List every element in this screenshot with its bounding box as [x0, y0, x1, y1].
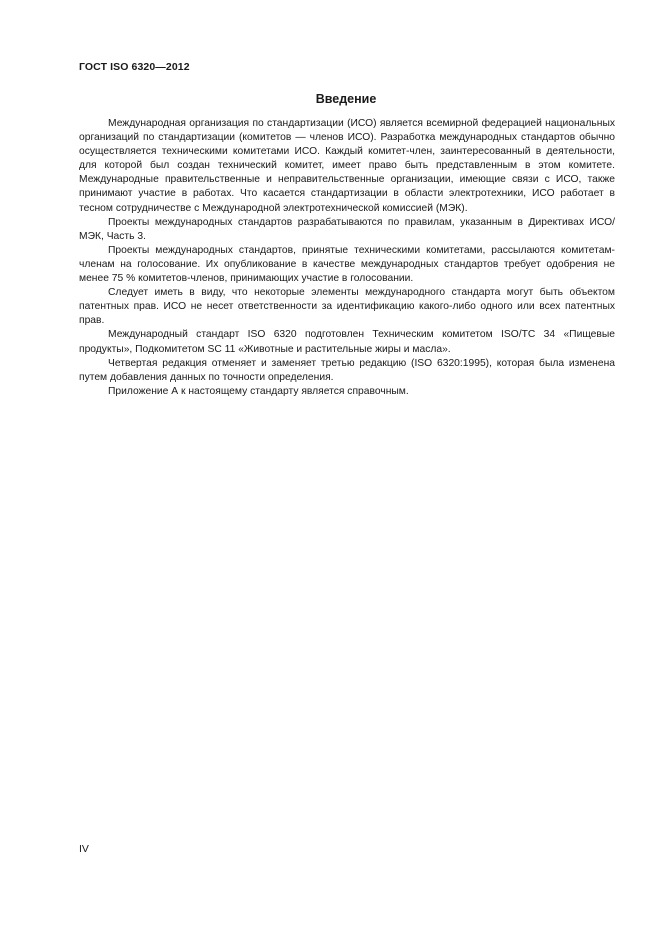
introduction-body [79, 117, 615, 399]
paragraph-committee: Международный стандарт ISO 6320 подготовлен Техническим комитетом ISO/TC 34 «Пищевые продукты», Подкомитетом SC 11 «Животные и растительные жиры и масла». [79, 329, 615, 355]
document-header-code: ГОСТ ISO 6320—2012 [79, 61, 190, 73]
paragraph-annex: Приложение А к настоящему стандарту является справочным. [108, 385, 409, 397]
paragraph-edition: Четвертая редакция отменяет и заменяет третью редакцию (ISO 6320:1995), которая была изменена путем добавления данных по точности определения. [79, 357, 615, 383]
page-number: IV [79, 843, 89, 855]
section-title: Введение [315, 92, 377, 106]
paragraph-iso-organization: Международная организация по стандартизации (ИСО) является всемирной федерацией национальных организаций по стандартизации (комитетов — членов ИСО). Разработка международных стандартов обычно осуществляется техническими комитетами ИСО. Каждый комитет-член, заинтересованный в деятельности, для которой был создан технический комитет, имеет право быть представленным в этом комитете. Международные правительственные и неправительственные организации, имеющие связи с ИСО, также принимают участие в работах. Что касается стандартизации в области электротехники, ИСО работает в тесном сотрудничестве с Международной электротехнической комиссией (МЭК). [79, 118, 615, 214]
paragraph-voting: Проекты международных стандартов, принятые техническими комитетами, рассылаются комитетам-членам на голосование. Их опубликование в качестве международных стандартов требует одобрения не менее 75 % комитетов-членов, принимающих участие в голосовании. [79, 244, 615, 285]
paragraph-draft-rules: Проекты международных стандартов разрабатываются по правилам, указанным в Директивах ИСО/МЭК, Часть 3. [79, 216, 615, 242]
paragraph-patent-rights: Следует иметь в виду, что некоторые элементы международного стандарта могут быть объектом патентных прав. ИСО не несет ответственности за идентификацию какого-либо одного или всех патентных прав. [79, 287, 615, 327]
